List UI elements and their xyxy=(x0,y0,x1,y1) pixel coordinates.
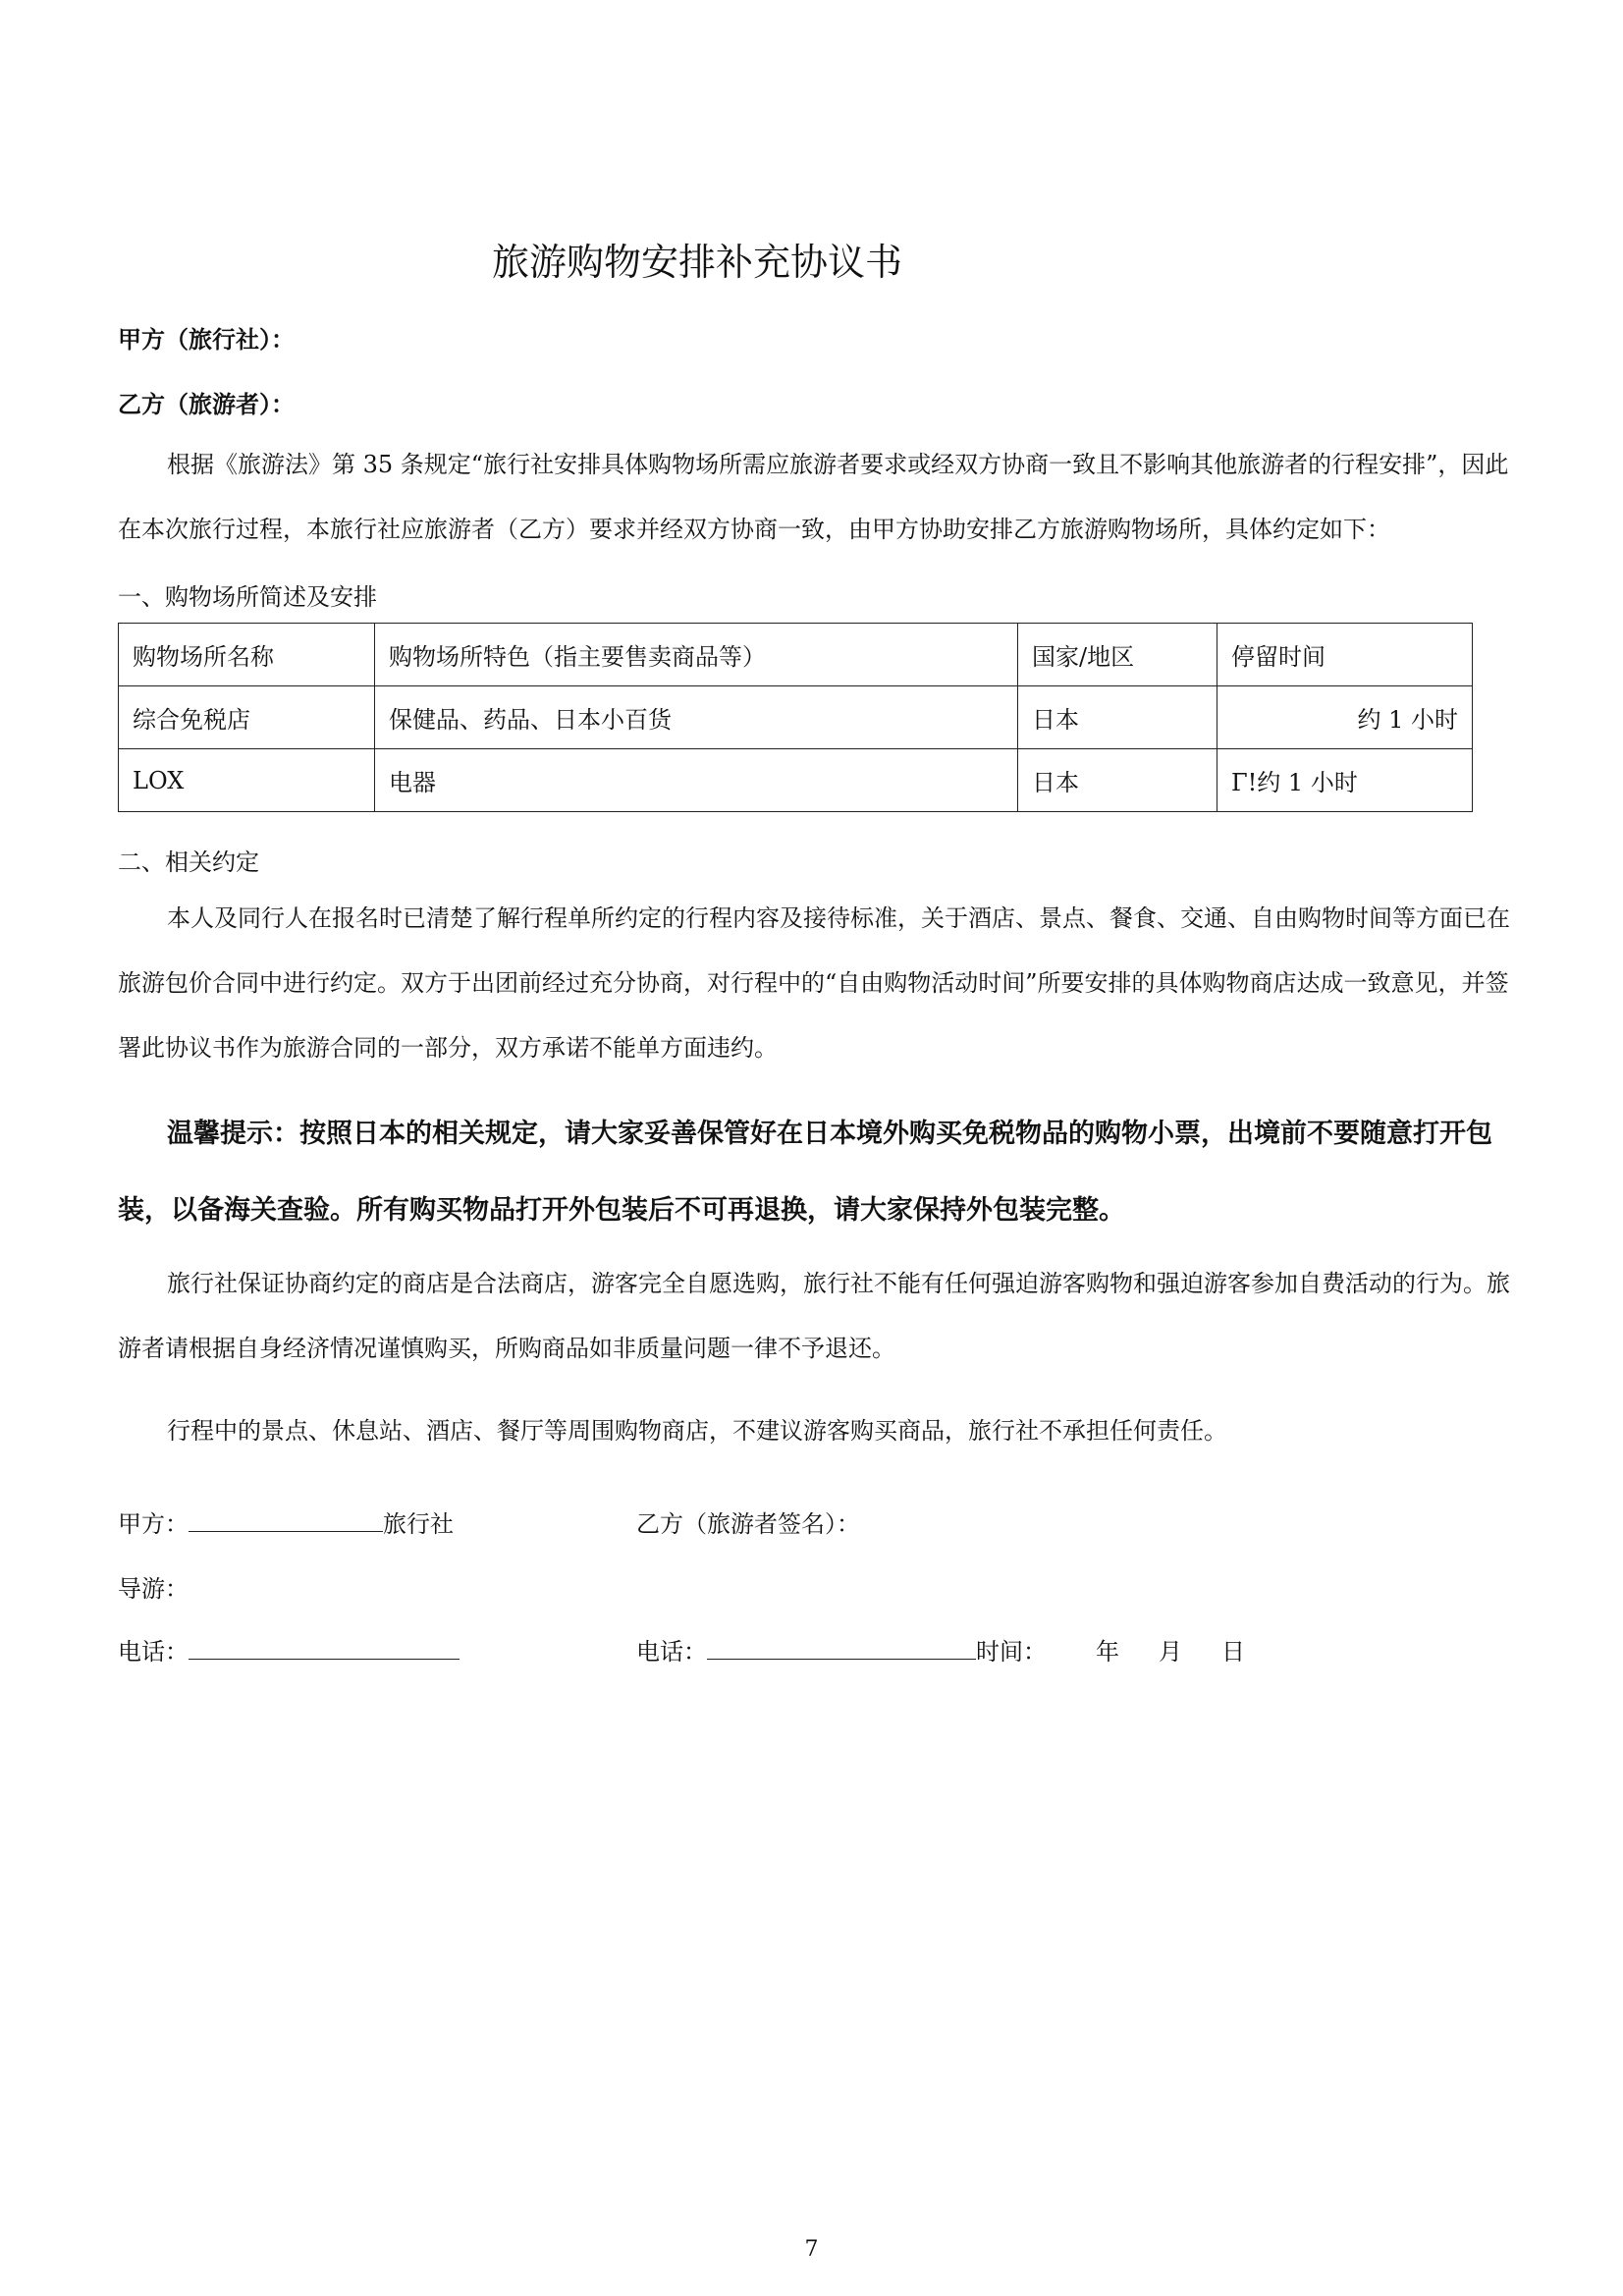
date-year: 年 xyxy=(1096,1638,1119,1666)
table-cell: 日本 xyxy=(1018,749,1217,812)
date-month: 月 xyxy=(1159,1638,1182,1666)
party-a-signature-line[interactable] xyxy=(189,1509,383,1532)
document-title: 旅游购物安排补充协议书 xyxy=(491,241,902,284)
table-header-cell: 停留时间 xyxy=(1217,624,1473,686)
guarantee-paragraph: 旅行社保证协商约定的商店是合法商店，游客完全自愿选购，旅行社不能有任何强迫游客购物和强迫游客参加自费活动的行为。旅游者请根据自身经济情况谨慎购买，所购商品如非质量问题一律不予退还。 xyxy=(118,1270,1510,1362)
party-a-phone xyxy=(118,1632,460,1667)
intro-paragraph: 根据《旅游法》第 35 条规定“旅行社安排具体购物场所需应旅游者要求或经双方协商一致且不影响其他旅游者的行程安排”，因此在本次旅行过程，本旅行社应旅游者（乙方）要求并经双方协商一致，由甲方协助安排乙方旅游购物场所，具体约定如下： xyxy=(118,451,1509,543)
table-cell: Γ!约 1 小时 xyxy=(1217,749,1473,812)
table-cell: 保健品、药品、日本小百货 xyxy=(375,686,1018,749)
guide-label: 导游： xyxy=(118,1575,189,1603)
table-cell: 电器 xyxy=(375,749,1018,812)
table-cell: 日本 xyxy=(1018,686,1217,749)
party-a-signature-label: 甲方： xyxy=(118,1510,189,1538)
party-b-phone-line[interactable] xyxy=(707,1637,976,1660)
table-header-cell: 购物场所特色（指主要售卖商品等） xyxy=(375,624,1018,686)
party-a-signature-suffix: 旅行社 xyxy=(383,1510,454,1538)
party-a-signature xyxy=(118,1504,454,1539)
date-day: 日 xyxy=(1221,1638,1245,1666)
table-cell: 综合免税店 xyxy=(119,686,375,749)
warm-tip: 温馨提示：按照日本的相关规定，请大家妥善保管好在日本境外购买免税物品的购物小票，出境前不要随意打开包装，以备海关查验。所有购买物品打开外包装后不可再退换，请大家保持外包装完整。 xyxy=(118,1119,1492,1226)
table-header-row xyxy=(119,624,1473,686)
section-2-heading: 二、相关约定 xyxy=(118,848,259,876)
table-header-cell: 购物场所名称 xyxy=(119,624,375,686)
party-a-phone-label: 电话： xyxy=(118,1638,189,1666)
page-number: 7 xyxy=(804,2237,819,2262)
party-b-phone xyxy=(636,1632,1047,1667)
party-a-label: 甲方（旅行社）： xyxy=(118,325,295,354)
table-cell: LOX xyxy=(119,749,375,812)
table-row xyxy=(119,686,1473,749)
shopping-table xyxy=(118,623,1473,812)
table-row xyxy=(119,749,1473,812)
party-b-label: 乙方（旅游者）： xyxy=(118,390,295,418)
party-b-phone-label: 电话： xyxy=(636,1638,707,1666)
section-1-heading: 一、购物场所简述及安排 xyxy=(118,583,377,611)
nearby-shops-paragraph: 行程中的景点、休息站、酒店、餐厅等周围购物商店，不建议游客购买商品，旅行社不承担任何责任。 xyxy=(167,1417,1227,1445)
party-b-signature-label: 乙方（旅游者签名）： xyxy=(636,1510,860,1538)
time-label: 时间： xyxy=(976,1638,1047,1666)
agreement-paragraph: 本人及同行人在报名时已清楚了解行程单所约定的行程内容及接待标准，关于酒店、景点、餐食、交通、自由购物时间等方面已在旅游包价合同中进行约定。双方于出团前经过充分协商，对行程中的“自由购物活动时间”所要安排的具体购物商店达成一致意见，并签署此协议书作为旅游合同的一部分，双方承诺不能单方面违约。 xyxy=(118,904,1510,1062)
table-cell: 约 1 小时 xyxy=(1217,686,1473,749)
table-header-cell: 国家/地区 xyxy=(1018,624,1217,686)
party-a-phone-line[interactable] xyxy=(189,1637,460,1660)
